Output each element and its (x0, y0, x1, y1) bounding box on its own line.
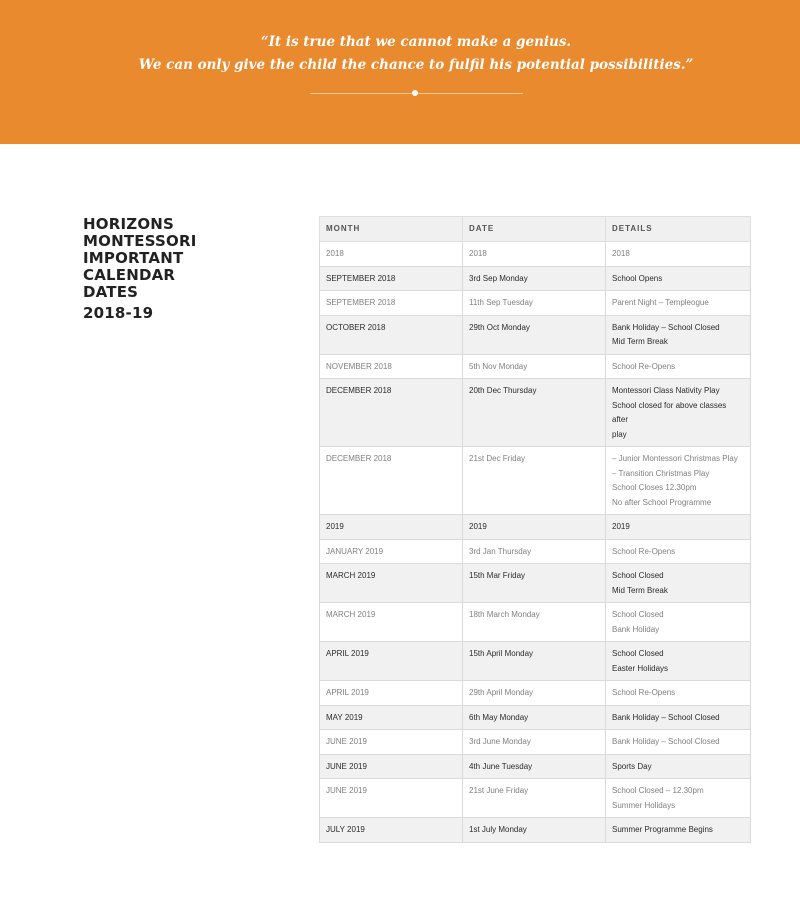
details-cell (606, 705, 751, 730)
details-line: Mid Term Break (612, 337, 668, 346)
quote-line-1: “It is true that we cannot make a genius. (260, 34, 572, 50)
month-cell: DECEMBER 2018 (320, 379, 463, 447)
calendar-heading (83, 216, 279, 322)
month-cell: MARCH 2019 (320, 564, 463, 603)
details-line: School Opens (612, 273, 663, 283)
month-cell: NOVEMBER 2018 (320, 354, 463, 379)
date-cell: 11th Sep Tuesday (463, 291, 606, 316)
details-line: Easter Holidays (612, 663, 669, 673)
details-line: Mid Term Break (612, 585, 668, 595)
date-cell: 6th May Monday (463, 705, 606, 730)
table-row (320, 354, 751, 379)
month-cell: JANUARY 2019 (320, 539, 463, 564)
details-line: School Closed (612, 571, 664, 580)
table-row (320, 754, 751, 779)
date-cell: 2018 (463, 242, 606, 267)
calendar-table (319, 216, 751, 843)
table-row (320, 539, 751, 564)
details-line: School Closed – 12.30pm (612, 786, 704, 795)
details-line: School Closes 12.30pm (612, 483, 697, 492)
details-cell (606, 379, 751, 447)
details-line: School Re-Opens (612, 546, 676, 556)
details-cell (606, 242, 751, 267)
details-line: Bank Holiday – School Closed (612, 712, 720, 722)
date-cell: 15th Mar Friday (463, 564, 606, 603)
table-row (320, 779, 751, 818)
month-cell: APRIL 2019 (320, 681, 463, 706)
month-cell: SEPTEMBER 2018 (320, 291, 463, 316)
month-cell: MAY 2019 (320, 705, 463, 730)
details-cell (606, 564, 751, 603)
heading-line-2: IMPORTANT CALENDAR (83, 249, 184, 284)
details-line: School Re-Opens (612, 688, 676, 697)
date-cell: 3rd Jan Thursday (463, 539, 606, 564)
date-cell: 18th March Monday (463, 603, 606, 642)
date-cell: 21st Dec Friday (463, 447, 606, 515)
month-cell: JUNE 2019 (320, 779, 463, 818)
table-row (320, 681, 751, 706)
heading-line-1: HORIZONS MONTESSORI (83, 215, 197, 250)
details-line: Summer Holidays (612, 800, 676, 810)
table-row (320, 818, 751, 843)
details-cell (606, 603, 751, 642)
date-cell: 4th June Tuesday (463, 754, 606, 779)
montessori-quote (0, 31, 800, 77)
details-line: Summer Programme Begins (612, 825, 713, 834)
details-line: – Transition Christmas Play (612, 468, 710, 478)
details-line: Bank Holiday (612, 624, 660, 634)
date-cell: 3rd June Monday (463, 730, 606, 755)
details-line: School Closed (612, 649, 664, 658)
table-row (320, 515, 751, 540)
table-row (320, 447, 751, 515)
details-line: Sports Day (612, 761, 652, 771)
month-cell: APRIL 2019 (320, 642, 463, 681)
table-header-row (320, 217, 751, 242)
details-line: – Junior Montessori Christmas Play (612, 454, 738, 463)
details-cell (606, 818, 751, 843)
details-cell (606, 642, 751, 681)
quote-banner (0, 0, 800, 144)
table-row (320, 730, 751, 755)
divider-line-left (310, 93, 412, 94)
date-cell: 5th Nov Monday (463, 354, 606, 379)
details-cell (606, 779, 751, 818)
column-header-date: DATE (463, 217, 606, 242)
details-line: Bank Holiday – School Closed (612, 737, 720, 746)
details-cell (606, 515, 751, 540)
date-cell: 21st June Friday (463, 779, 606, 818)
details-line: Parent Night – Templeogue (612, 298, 709, 307)
month-cell: DECEMBER 2018 (320, 447, 463, 515)
details-line: School Re-Opens (612, 361, 676, 371)
table-row (320, 266, 751, 291)
details-line: School Closed (612, 610, 664, 619)
date-cell: 20th Dec Thursday (463, 379, 606, 447)
month-cell: JUNE 2019 (320, 754, 463, 779)
details-cell (606, 681, 751, 706)
table-row (320, 603, 751, 642)
date-cell: 29th April Monday (463, 681, 606, 706)
details-line: Montessori Class Nativity Play (612, 386, 720, 395)
table-row (320, 379, 751, 447)
column-header-month: MONTH (320, 217, 463, 242)
month-cell: MARCH 2019 (320, 603, 463, 642)
month-cell: 2018 (320, 242, 463, 267)
details-cell (606, 354, 751, 379)
details-line: School closed for above classes after (612, 400, 727, 424)
details-line: Bank Holiday – School Closed (612, 322, 720, 332)
details-cell (606, 447, 751, 515)
date-cell: 15th April Monday (463, 642, 606, 681)
month-cell: JUNE 2019 (320, 730, 463, 755)
heading-line-3: DATES (83, 283, 139, 301)
table-row (320, 315, 751, 354)
details-cell (606, 730, 751, 755)
date-cell: 3rd Sep Monday (463, 266, 606, 291)
date-cell: 29th Oct Monday (463, 315, 606, 354)
details-line: play (612, 429, 627, 439)
table-row (320, 242, 751, 267)
details-line: 2019 (612, 522, 630, 531)
table-row (320, 705, 751, 730)
details-cell (606, 315, 751, 354)
column-header-details: DETAILS (606, 217, 751, 242)
table-row (320, 291, 751, 316)
date-cell: 2019 (463, 515, 606, 540)
details-line: No after School Programme (612, 497, 712, 507)
details-cell (606, 266, 751, 291)
heading-year: 2018-19 (83, 304, 154, 322)
table-row (320, 564, 751, 603)
details-cell (606, 291, 751, 316)
details-cell (606, 754, 751, 779)
month-cell: OCTOBER 2018 (320, 315, 463, 354)
details-cell (606, 539, 751, 564)
table-row (320, 642, 751, 681)
date-cell: 1st July Monday (463, 818, 606, 843)
quote-line-2: We can only give the child the chance to fulfil his potential possibilities.” (138, 57, 694, 73)
month-cell: JULY 2019 (320, 818, 463, 843)
divider-line-right (418, 93, 523, 94)
details-line: 2018 (612, 249, 630, 258)
month-cell: 2019 (320, 515, 463, 540)
month-cell: SEPTEMBER 2018 (320, 266, 463, 291)
